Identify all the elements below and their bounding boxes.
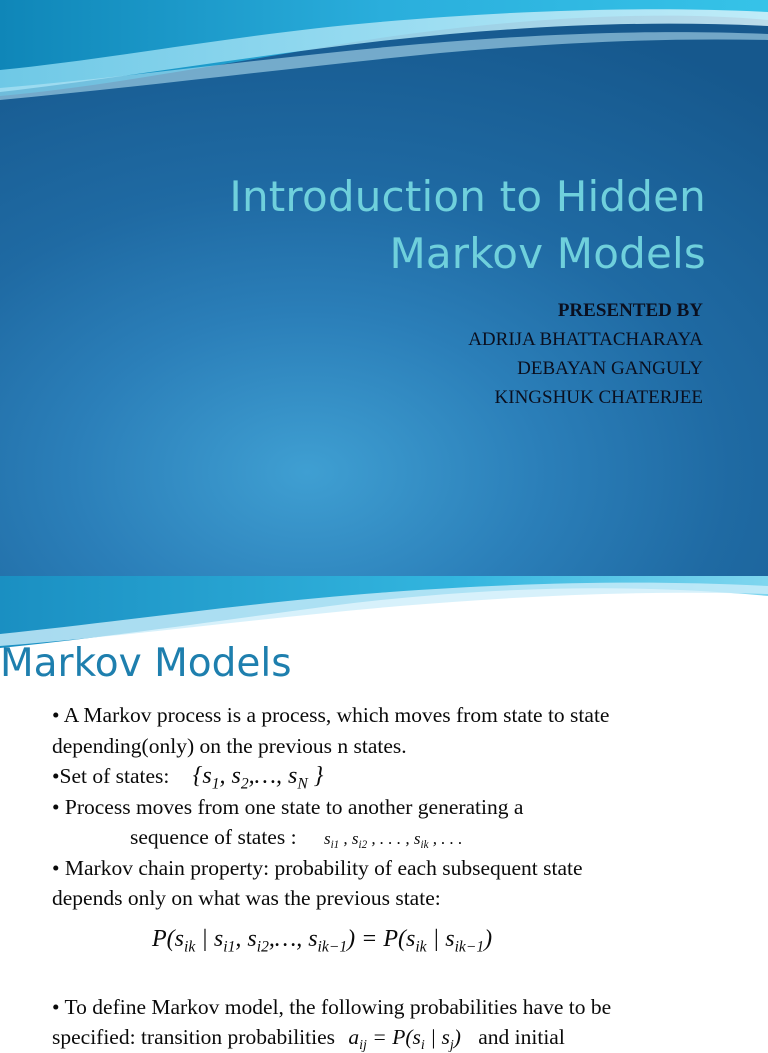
presenter-name: ADRIJA BHATTACHARAYA (468, 329, 703, 350)
bullet-text: specified: transition probabilities (52, 1025, 336, 1049)
slide-heading: Markov Models (0, 641, 292, 686)
transition-line (52, 1022, 752, 1053)
presenter-name: DEBAYAN GANGULY (517, 358, 703, 379)
presented-by-label: PRESENTED BY (557, 300, 703, 321)
slide-body (52, 700, 752, 1053)
bullet-text: • Markov chain property: probability of each subsequent state (52, 855, 583, 880)
presenters-block (468, 296, 703, 412)
states-set-line (52, 761, 752, 792)
bullet-text: and initial (478, 1025, 565, 1049)
title-line-1: Introduction to Hidden (229, 172, 706, 221)
bullet-text: • A Markov process is a process, which moves from state to state (52, 703, 610, 727)
bullet-text: depends only on what was the previous state: (52, 886, 441, 910)
markov-property-formula: $P(s_{ik}$ | $s_{i1}$, $s_{i2},\dots$, $s_{ik-1}) = P(s_{ik}$ | $s_{ik-1}$) (152, 925, 493, 955)
sequence-label: sequence of states : (130, 825, 297, 849)
transition-formula: $a_{ij} = P(s_i$ | $s_j$) (348, 1025, 461, 1053)
set-label: •Set of states: (52, 764, 170, 788)
bullet-text: • Process moves from one state to another generating a (52, 794, 524, 819)
sequence-line (52, 822, 752, 853)
presentation-title (86, 168, 706, 282)
markov-models-slide (0, 576, 768, 1053)
states-set-formula: {$s_1$, $s_2,\dots$, $s_N$ } (192, 763, 324, 793)
bullet-text: depending(only) on the previous n states. (52, 733, 407, 758)
title-line-2: Markov Models (389, 229, 706, 278)
bullet-text: • To define Markov model, the following probabilities have to be (52, 994, 612, 1019)
sequence-formula: $s_{i1}$ , $s_{i2}$ , . . . , $s_{ik}$ , . . . (323, 829, 463, 851)
presenter-name: KINGSHUK CHATERJEE (494, 387, 703, 408)
decorative-waves-top (0, 0, 768, 140)
